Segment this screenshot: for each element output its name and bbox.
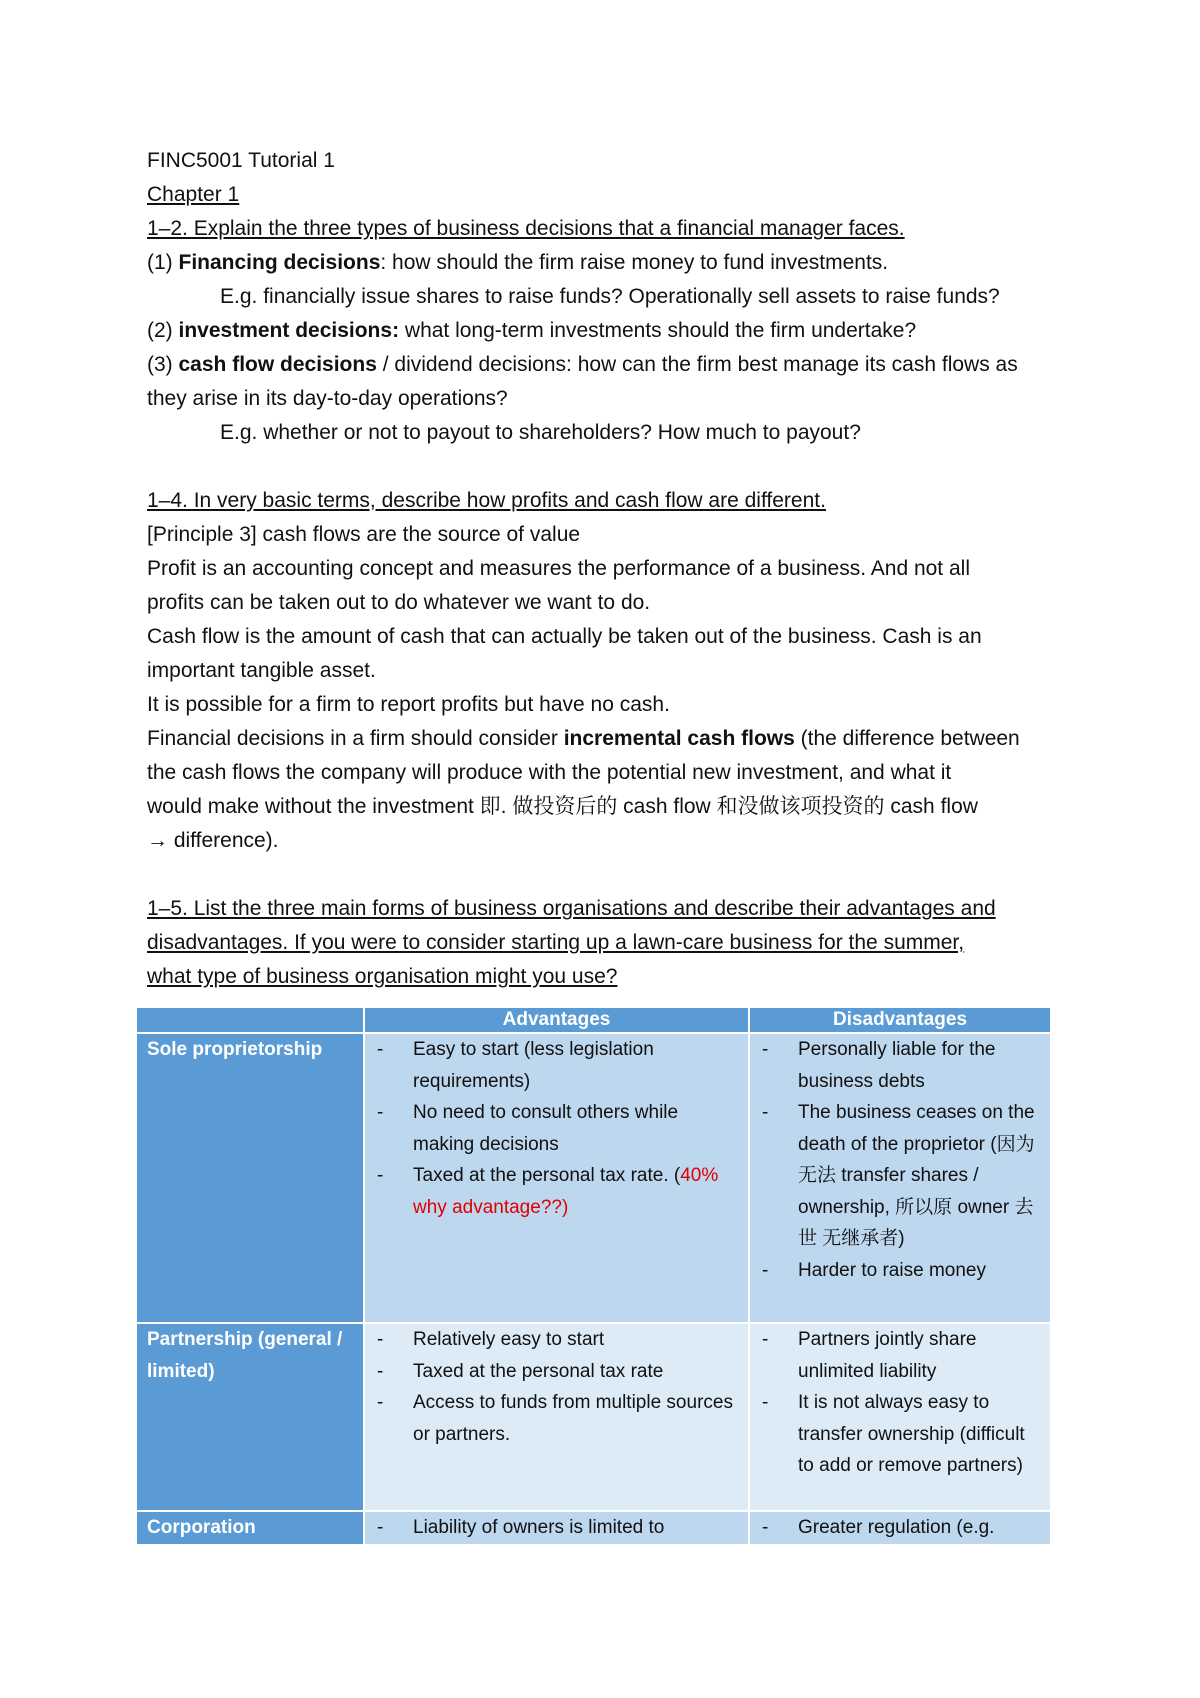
- question-1-2: 1–2. Explain the three types of business decisions that a financial manager faces.: [147, 217, 905, 240]
- spacer: [147, 450, 1072, 484]
- row-name-partnership: Partnership (general / limited): [136, 1323, 364, 1511]
- list-item: - Greater regulation (e.g.: [760, 1512, 1040, 1544]
- doc-title: FINC5001 Tutorial 1: [147, 149, 335, 172]
- list-item: - Taxed at the personal tax rate: [375, 1356, 738, 1388]
- term-financing-decisions: Financing decisions: [178, 251, 381, 274]
- answer-1-4-line-5: important tangible asset.: [147, 659, 376, 682]
- list-item: - It is not always easy to transfer ownership (difficult to add or remove partners): [760, 1387, 1040, 1482]
- list-item: - Easy to start (less legislation requirements): [375, 1034, 738, 1097]
- chapter-heading: Chapter 1: [147, 183, 240, 206]
- row-name-sole-proprietorship: Sole proprietorship: [136, 1033, 364, 1323]
- term-incremental-cash-flows: incremental cash flows: [563, 727, 795, 750]
- advantages-cell: [364, 1033, 749, 1323]
- spacer: [147, 858, 1072, 892]
- answer-1-4-line-6: It is possible for a firm to report profits but have no cash.: [147, 693, 670, 716]
- answer-1-4-line-8: the cash flows the company will produce with the potential new investment, and what it: [147, 761, 952, 784]
- answer-1-4-line-1: [Principle 3] cash flows are the source of value: [147, 523, 581, 546]
- answer-1-2-example-1: E.g. financially issue shares to raise funds? Operationally sell assets to raise funds?: [220, 285, 1000, 308]
- item-number: (2): [147, 319, 179, 342]
- answer-1-4-line-9: would make without the investment 即. 做投资后的 cash flow 和没做该项投资的 cash flow: [147, 795, 978, 818]
- item-number: (3): [147, 353, 179, 376]
- list-item: - Personally liable for the business debts: [760, 1034, 1040, 1097]
- list-item: - Harder to raise money: [760, 1255, 1040, 1287]
- table-header-row: [136, 1007, 1051, 1033]
- table-row: [136, 1323, 1051, 1511]
- answer-1-4-line-10: → difference).: [147, 829, 279, 852]
- list-item: - The business ceases on the death of the proprietor (因为无法 transfer shares / ownership, 所以原 owner 去世 无继承者): [760, 1097, 1040, 1255]
- list-item: - Partners jointly share unlimited liability: [760, 1324, 1040, 1387]
- answer-1-2-item-2: [147, 314, 1072, 348]
- answer-1-2-example-3: E.g. whether or not to payout to shareholders? How much to payout?: [220, 421, 861, 444]
- question-1-4: 1–4. In very basic terms, describe how profits and cash flow are different.: [147, 489, 826, 512]
- list-item: - No need to consult others while making decisions: [375, 1097, 738, 1160]
- question-1-5-line-2: disadvantages. If you were to consider starting up a lawn-care business for the summer,: [147, 931, 965, 954]
- answer-1-4-line-4: Cash flow is the amount of cash that can actually be taken out of the business. Cash is an: [147, 625, 982, 648]
- list-item: [375, 1160, 738, 1223]
- answer-1-4-line-7: [147, 722, 1072, 756]
- document-body: [147, 144, 1072, 994]
- disadvantages-cell: [749, 1511, 1051, 1545]
- advantages-cell: [364, 1323, 749, 1511]
- red-note: 40% why advantage??): [413, 1165, 719, 1218]
- table-header-advantages: Advantages: [364, 1007, 749, 1033]
- table-header-empty: [136, 1007, 364, 1033]
- table-header-disadvantages: Disadvantages: [749, 1007, 1051, 1033]
- answer-1-4-line-2: Profit is an accounting concept and measures the performance of a business. And not all: [147, 557, 970, 580]
- list-item: - Liability of owners is limited to: [375, 1512, 738, 1544]
- disadvantages-cell: [749, 1323, 1051, 1511]
- line-text: (the difference between: [794, 727, 1020, 750]
- table-row: [136, 1033, 1051, 1323]
- list-item-text: Taxed at the personal tax rate. (: [413, 1165, 681, 1186]
- advantages-cell: [364, 1511, 749, 1545]
- business-organisation-table: [135, 1006, 1052, 1546]
- item-text: what long-term investments should the firm undertake?: [399, 319, 917, 342]
- term-investment-decisions: investment decisions:: [178, 319, 400, 342]
- answer-1-4-line-3: profits can be taken out to do whatever we want to do.: [147, 591, 651, 614]
- answer-1-2-item-1: [147, 246, 1072, 280]
- list-item: - Relatively easy to start: [375, 1324, 738, 1356]
- row-name-corporation: Corporation: [136, 1511, 364, 1545]
- question-1-5-line-1: 1–5. List the three main forms of business organisations and describe their advantages and: [147, 897, 996, 920]
- line-text: Financial decisions in a firm should consider: [147, 727, 564, 750]
- answer-1-2-item-3: [147, 348, 1072, 382]
- table-row: [136, 1511, 1051, 1545]
- term-cash-flow-decisions: cash flow decisions: [178, 353, 377, 376]
- item-text: : how should the firm raise money to fund investments.: [380, 251, 889, 274]
- answer-1-2-item-3-cont: they arise in its day-to-day operations?: [147, 387, 508, 410]
- question-1-5-line-3: what type of business organisation might you use?: [147, 965, 618, 988]
- list-item: - Access to funds from multiple sources or partners.: [375, 1387, 738, 1450]
- item-text: / dividend decisions: how can the firm best manage its cash flows as: [376, 353, 1018, 376]
- item-number: (1): [147, 251, 179, 274]
- disadvantages-cell: [749, 1033, 1051, 1323]
